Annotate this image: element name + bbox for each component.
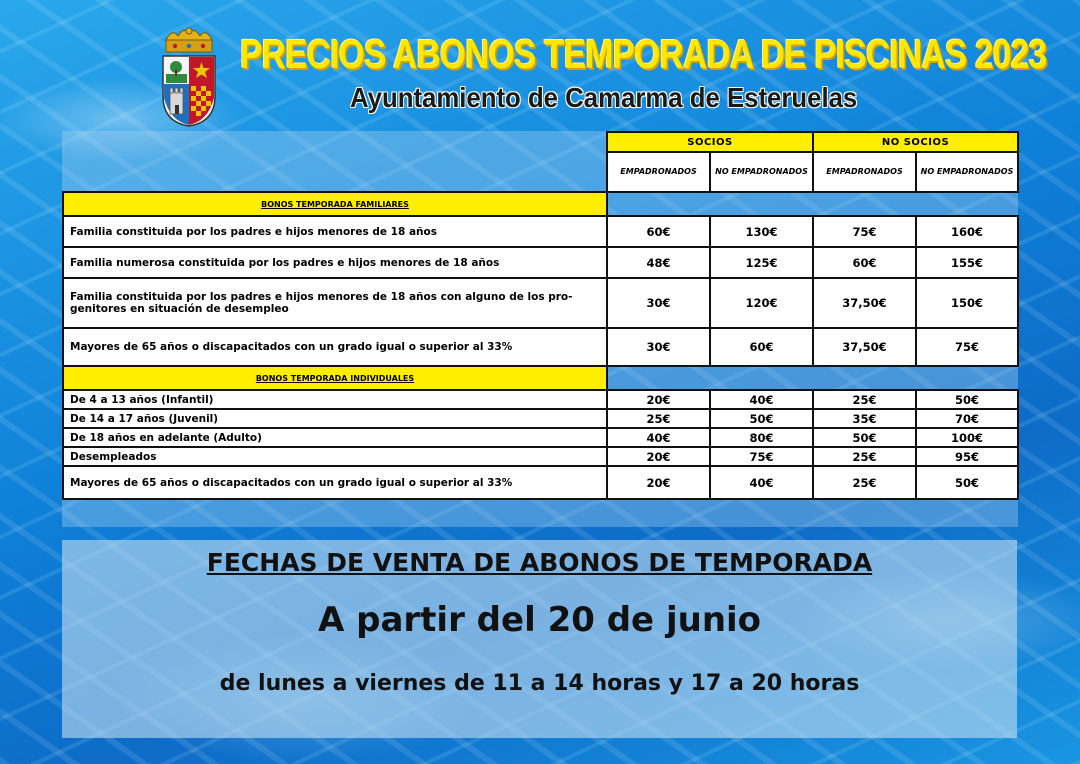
table-row — [63, 278, 1018, 328]
price-cell: 130€ — [710, 216, 813, 247]
price-table — [62, 131, 1019, 500]
price-cell: 25€ — [813, 466, 916, 499]
price-cell: 48€ — [607, 247, 710, 278]
price-cell: 60€ — [607, 216, 710, 247]
sale-title: FECHAS DE VENTA DE ABONOS DE TEMPORADA — [206, 548, 873, 577]
page-title: PRECIOS ABONOS TEMPORADA DE PISCINAS 2023 — [240, 31, 1047, 77]
price-cell: 155€ — [916, 247, 1018, 278]
row-label: Familia constituida por los padres e hijos menores de 18 años — [63, 216, 607, 247]
price-cell: 100€ — [916, 428, 1018, 447]
table-row — [63, 466, 1018, 499]
price-cell: 40€ — [607, 428, 710, 447]
group-header-no-socios: NO SOCIOS — [813, 132, 1018, 152]
table-row — [63, 216, 1018, 247]
price-cell: 50€ — [813, 428, 916, 447]
row-label: Familia numerosa constituida por los padres e hijos menores de 18 años — [63, 247, 607, 278]
table-row — [63, 428, 1018, 447]
price-cell: 60€ — [813, 247, 916, 278]
price-cell: 20€ — [607, 447, 710, 466]
subheader-socios-empadronados: EMPADRONADOS — [607, 152, 710, 192]
sale-dates-box — [62, 540, 1017, 738]
price-cell: 95€ — [916, 447, 1018, 466]
table-row — [63, 390, 1018, 409]
coat-of-arms-icon — [160, 26, 218, 128]
price-cell: 75€ — [916, 328, 1018, 366]
section-title-familiares: BONOS TEMPORADA FAMILIARES — [63, 192, 607, 216]
price-cell: 160€ — [916, 216, 1018, 247]
price-cell: 80€ — [710, 428, 813, 447]
price-cell: 25€ — [813, 447, 916, 466]
price-cell: 30€ — [607, 278, 710, 328]
sale-hours: de lunes a viernes de 11 a 14 horas y 17 a 20 horas — [219, 671, 860, 696]
table-row — [63, 447, 1018, 466]
price-cell: 125€ — [710, 247, 813, 278]
price-cell: 50€ — [916, 390, 1018, 409]
price-cell: 20€ — [607, 390, 710, 409]
price-cell: 20€ — [607, 466, 710, 499]
subheader-no-socios-no-empadronados: NO EMPADRONADOS — [916, 152, 1018, 192]
group-header-socios: SOCIOS — [607, 132, 813, 152]
row-label: Mayores de 65 años o discapacitados con un grado igual o superior al 33% — [63, 328, 607, 366]
price-cell: 25€ — [813, 390, 916, 409]
price-cell: 70€ — [916, 409, 1018, 428]
price-cell: 120€ — [710, 278, 813, 328]
table-row — [63, 328, 1018, 366]
table-row — [63, 409, 1018, 428]
section-title-individuales: BONOS TEMPORADA INDIVIDUALES — [63, 366, 607, 390]
subheader-no-socios-empadronados: EMPADRONADOS — [813, 152, 916, 192]
price-cell: 50€ — [710, 409, 813, 428]
price-cell: 40€ — [710, 390, 813, 409]
price-cell: 35€ — [813, 409, 916, 428]
row-label: Familia constituida por los padres e hijos menores de 18 años con alguno de los pro-genitores en situación de desempleo — [63, 278, 607, 328]
row-label: De 4 a 13 años (Infantil) — [63, 390, 607, 409]
price-cell: 150€ — [916, 278, 1018, 328]
row-label: Mayores de 65 años o discapacitados con un grado igual o superior al 33% — [63, 466, 607, 499]
table-row — [63, 247, 1018, 278]
sale-start-date: A partir del 20 de junio — [317, 600, 762, 640]
price-cell: 50€ — [916, 466, 1018, 499]
row-label: Desempleados — [63, 447, 607, 466]
price-cell: 37,50€ — [813, 328, 916, 366]
price-cell: 37,50€ — [813, 278, 916, 328]
page-subtitle: Ayuntamiento de Camarma de Esteruelas — [350, 82, 858, 113]
price-cell: 25€ — [607, 409, 710, 428]
price-cell: 75€ — [710, 447, 813, 466]
row-label: De 18 años en adelante (Adulto) — [63, 428, 607, 447]
price-cell: 30€ — [607, 328, 710, 366]
row-label: De 14 a 17 años (Juvenil) — [63, 409, 607, 428]
price-cell: 60€ — [710, 328, 813, 366]
subheader-socios-no-empadronados: NO EMPADRONADOS — [710, 152, 813, 192]
price-cell: 75€ — [813, 216, 916, 247]
price-cell: 40€ — [710, 466, 813, 499]
